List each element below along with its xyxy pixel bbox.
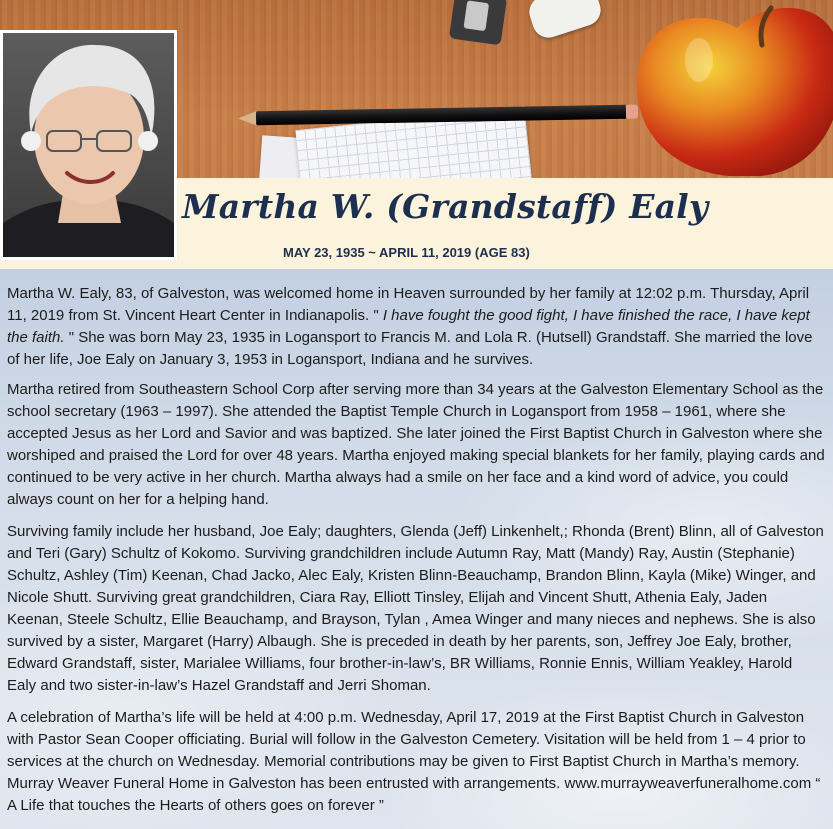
- obituary-paragraph-2: Martha retired from Southeastern School Corp after serving more than 34 years at the Galveston Elementary School as the school secretary (1963 – 1997). She attended the Baptist Temple Church in Logansport from 1958 – 1961, where she accepted Jesus as her Lord and Savior and was baptized. She later joined the First Baptist Church in Galveston where she worshiped and praised the Lord for over 48 years. Martha enjoyed making special blankets for her family, playing cards and continued to be very active in her church. Martha always had a smile on her face and a kind word of advice, you could always count on her for a helping hand.: [7, 381, 825, 508]
- paragraph-1-text-start: Martha W. Ealy, 83, of Galveston, was welcomed home in Heaven surrounded by her family at 12:02 p.m. Thursday, April 11, 2019 from St. Vincent Heart Center in Indianapolis. ": [7, 285, 810, 324]
- obituary-paragraph-3: Surviving family include her husband, Joe Ealy; daughters, Glenda (Jeff) Linkenhelt,; Rhonda (Brent) Blinn, all of Galveston and Teri (Gary) Schultz of Kokomo. Surviving grandchildren include Autumn Ray, Matt (Mandy) Ray, Austin (Stephanie) Schultz, Ashley (Tim) Keenan, Chad Jacko, Alec Ealy, Kristen Blinn-Beauchamp, Brandon Blinn, Kayla (Mike) Winger, and Nicole Shutt. Surviving great grandchildren, Ciara Ray, Elliott Tinsley, Elijah and Vincent Shutt, Athenia Ealy, Jaden Keenan, Steele Schultz, Ellie Beauchamp, and Brayson, Tylan , Amea Winger and many nieces and nephews. She is also survived by a sister, Margaret (Harry) Albaugh. She is preceded in death by her parents, son, Jeffrey Joe Ealy, brother, Edward Grandstaff, sister, Marialee Williams, four brother-in-law’s, BR Williams, Ronnie Ennis, William Yeakley, Harold Ealy and two sister-in-law’s Hazel Grandstaff and Jerri Shoman.: [7, 523, 824, 694]
- scripture-quote: I have fought the good fight, I have finished the race, I have kept the faith.: [7, 307, 810, 346]
- obituary-body: [0, 269, 833, 829]
- deceased-name: Martha W. (Grandstaff) Ealy: [182, 187, 709, 226]
- eraser-icon: [525, 0, 605, 42]
- portrait-frame: [0, 30, 177, 260]
- funeral-home-link[interactable]: www.murrayweaverfuneralhome.com: [564, 775, 812, 792]
- paragraph-1-text-end: " She was born May 23, 1935 in Logansport to Francis M. and Lola R. (Hutsell) Grandstaff. She married the love of her life, Joe Ealy on January 3, 1953 in Logansport, Indiana and he survives.: [7, 329, 813, 368]
- paragraph-4-text: A celebration of Martha’s life will be held at 4:00 p.m. Wednesday, April 17, 2019 at the First Baptist Church in Galveston with Pastor Sean Cooper officiating. Burial will follow in the Galveston Cemetery. Visitation will be held from 1 – 4 prior to services at the church on Wednesday. Memorial contributions may be given to First Baptist Church in Martha’s memory. Murray Weaver Funeral Home in Galveston has been entrusted with arrangements.: [7, 709, 806, 792]
- header-banner: [0, 0, 833, 269]
- apple-icon: [637, 0, 833, 176]
- obituary-paragraph-1: [7, 283, 817, 371]
- sharpener-icon: [449, 0, 507, 45]
- obituary-paragraph-4: [7, 707, 825, 817]
- portrait-photo: [3, 33, 174, 257]
- closing-quote: “ A Life that touches the Hearts of others goes on forever ”: [7, 775, 821, 814]
- life-dates: MAY 23, 1935 ~ APRIL 11, 2019 (AGE 83): [283, 245, 530, 260]
